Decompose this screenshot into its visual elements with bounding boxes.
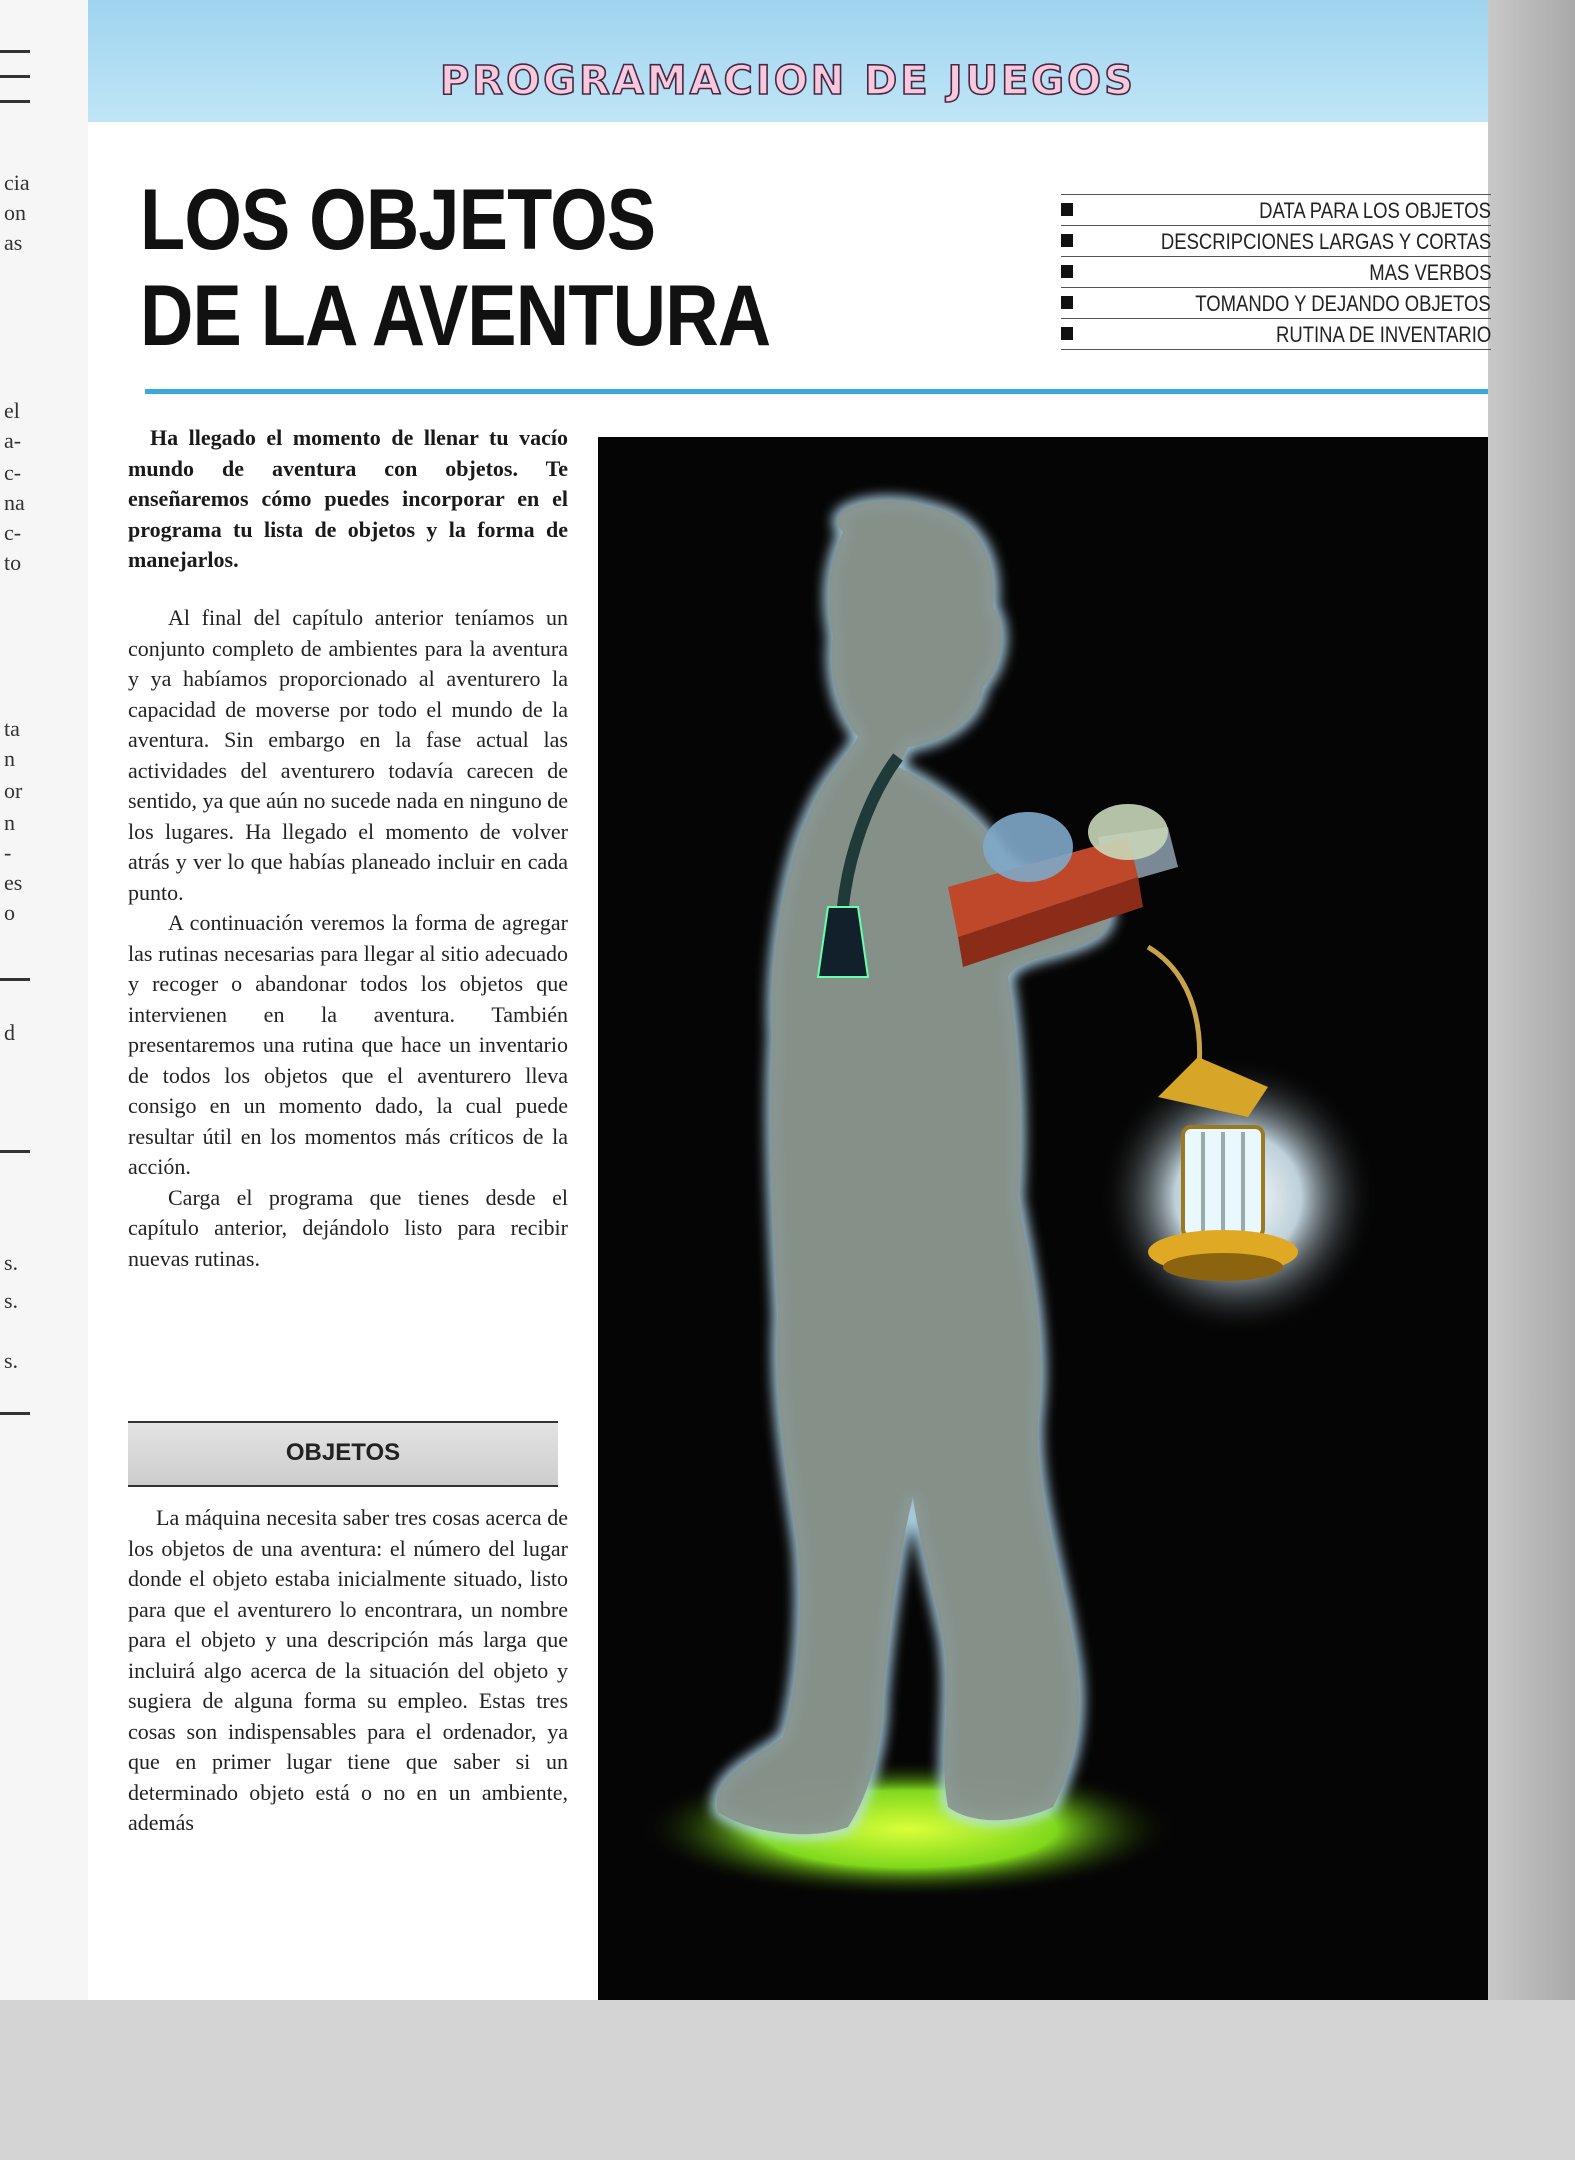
edge-fragment: - — [4, 840, 12, 865]
edge-rule — [0, 100, 30, 103]
edge-fragment: s. — [4, 1288, 19, 1313]
edge-fragment: ta — [4, 716, 20, 741]
edge-fragment: es — [4, 870, 23, 895]
edge-fragment: d — [4, 1020, 15, 1045]
article-title-line-2: DE LA AVENTURA — [140, 268, 771, 364]
edge-rule — [0, 75, 30, 78]
topic-item — [1061, 225, 1491, 256]
square-bullet-icon — [1061, 296, 1073, 309]
edge-fragment: n — [4, 810, 15, 835]
body-paragraph: Carga el programa que tienes desde el capítulo anterior, dejándolo listo para recibir nuevas rutinas. — [128, 1184, 568, 1271]
body-text-column — [128, 603, 568, 1274]
edge-rule — [0, 50, 30, 53]
edge-fragment: as — [4, 230, 23, 255]
topic-item — [1061, 194, 1491, 225]
edge-rule — [0, 1412, 30, 1415]
edge-fragment: s. — [4, 1250, 19, 1275]
tassel — [818, 907, 868, 977]
topic-label: DATA PARA LOS OBJETOS — [1259, 198, 1491, 223]
section-paragraph: La máquina necesita saber tres cosas acerca de los objetos de una aventura: el número del lugar donde el objeto estaba inicialmente situado, listo para que el aventurero lo encontrara, un nombre para el objeto y una descripción más larga que incluirá algo acerca de la situación del objeto y sugiera de alguna forma su empleo. Estas tres cosas son indispensables para el ordenador, ya que en primer lugar tiene que saber si un determinado objeto está o no en un ambiente, además — [128, 1505, 568, 1835]
edge-fragment: o — [4, 900, 15, 925]
edge-fragment: na — [4, 490, 25, 515]
topic-item — [1061, 287, 1491, 318]
edge-fragment: cia — [4, 170, 30, 195]
edge-fragment: c- — [4, 520, 22, 545]
edge-fragment: s. — [4, 1348, 19, 1373]
ghost-adventurer-figure — [598, 437, 1488, 2000]
topic-item — [1061, 256, 1491, 287]
magazine-page — [88, 0, 1491, 2000]
section-heading-box — [128, 1421, 558, 1487]
scan-background — [0, 2000, 1575, 2160]
intro-text: Ha llegado el momento de llenar tu vacío mundo de aventura con objetos. Te enseñaremos cómo puedes incorporar en el programa tu lista de objetos y la forma de manejarlos. — [128, 425, 568, 572]
topic-label: DESCRIPCIONES LARGAS Y CORTAS — [1160, 229, 1491, 254]
topic-item — [1061, 318, 1491, 350]
body-paragraph: Al final del capítulo anterior teníamos un conjunto completo de ambientes para la aventura y ya habíamos proporcionado al aventurero la capacidad de moverse por todo el mundo de la aventura. Sin embargo en la fase actual las actividades del aventurero todavía carecen de sentido, ya que aún no sucede nada en ninguno de los lugares. Ha llegado el momento de volver atrás y ver lo que habías planeado incluir en cada punto. — [128, 605, 568, 905]
edge-fragment: on — [4, 200, 26, 225]
body-paragraph: A continuación veremos la forma de agregar las rutinas necesarias para llegar al sitio adecuado y recoger o abandonar todos los objetos que intervienen en la aventura. También presentaremos una rutina que hace un inventario de todos los objetos que el aventurero lleva consigo en un momento dado, la cual puede resultar útil en los momentos más críticos de la acción. — [128, 910, 568, 1179]
floor-glow — [638, 1759, 1178, 1899]
article-title — [140, 172, 770, 364]
edge-fragment: or — [4, 778, 23, 803]
topic-label: TOMANDO Y DEJANDO OBJETOS — [1195, 291, 1491, 316]
edge-fragment: c- — [4, 460, 22, 485]
header-band — [88, 0, 1488, 122]
topic-label: RUTINA DE INVENTARIO — [1275, 322, 1491, 347]
topics-list — [1061, 194, 1491, 350]
edge-rule — [0, 1150, 30, 1153]
article-title-line-1: LOS OBJETOS — [140, 172, 656, 268]
section-heading: OBJETOS — [285, 1439, 401, 1466]
square-bullet-icon — [1061, 265, 1073, 278]
edge-fragment: n — [4, 746, 15, 771]
title-divider — [145, 389, 1488, 394]
previous-page-edge — [0, 0, 88, 2000]
edge-rule — [0, 978, 30, 981]
topic-label: MAS VERBOS — [1368, 260, 1491, 285]
edge-fragment: el — [4, 398, 20, 423]
section-text-column — [128, 1503, 568, 1839]
next-page-edge — [1488, 0, 1575, 2000]
section-header-title: PROGRAMACION DE JUEGOS — [440, 58, 1136, 104]
intro-paragraph — [128, 423, 568, 576]
square-bullet-icon — [1061, 203, 1073, 216]
adventurer-illustration — [598, 437, 1488, 2000]
square-bullet-icon — [1061, 234, 1073, 247]
edge-fragment: to — [4, 550, 22, 575]
square-bullet-icon — [1061, 327, 1073, 340]
edge-fragment: a- — [4, 428, 22, 453]
